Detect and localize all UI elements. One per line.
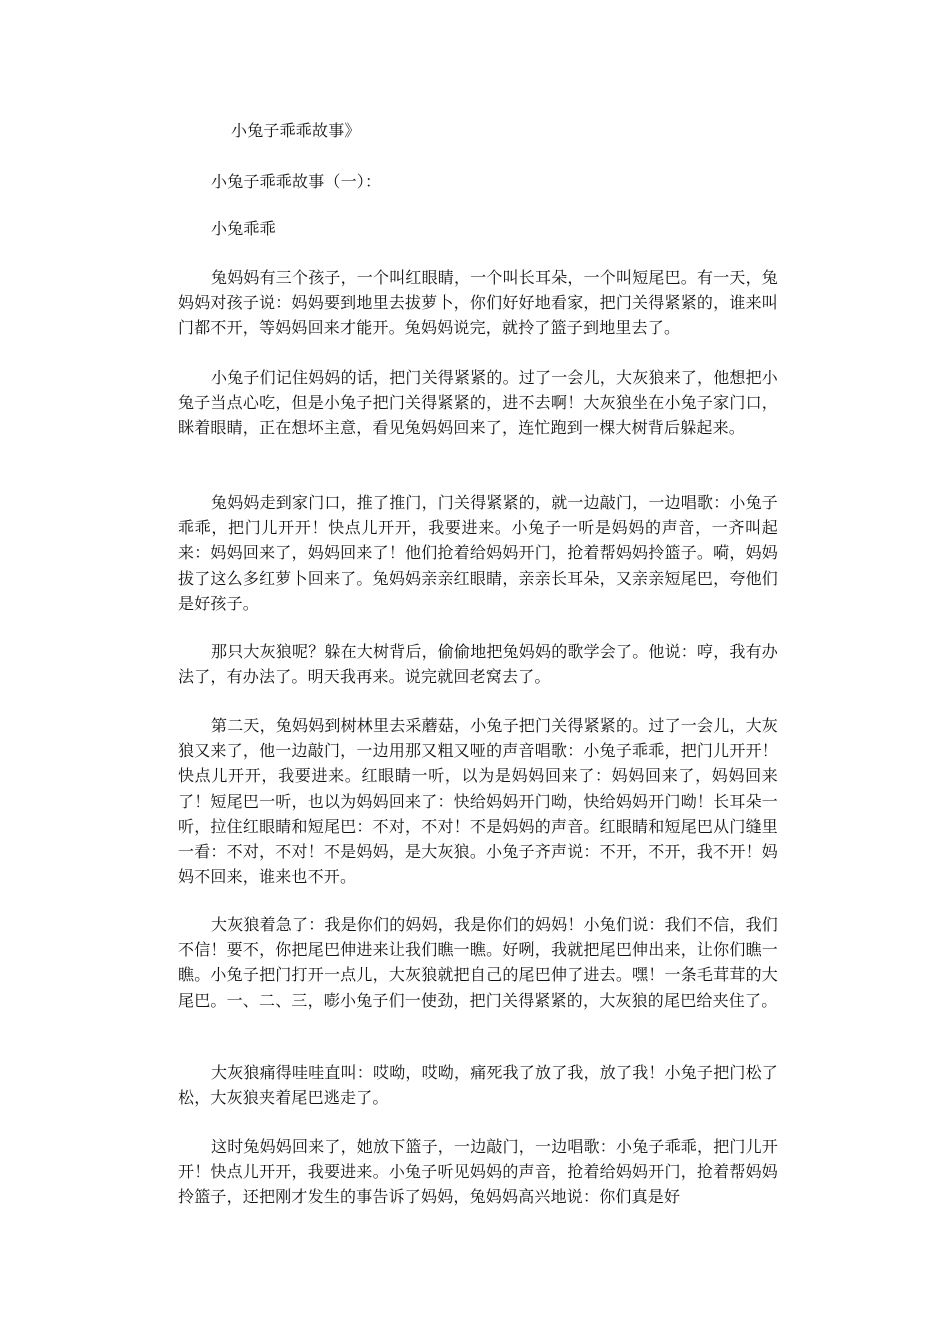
paragraph: 大灰狼着急了：我是你们的妈妈，我是你们的妈妈！小兔们说：我们不信，我们不信！要不，你把尾巴伸进来让我们瞧一瞧。好咧，我就把尾巴伸出来，让你们瞧一瞧。小兔子把门打开一点儿，大灰狼就把自己的尾巴伸了进去。嘿！一条毛茸茸的大尾巴。一、二、三，嘭小兔子们一使劲，把门关得紧紧的，大灰狼的尾巴给夹住了。	[178, 915, 779, 1010]
document-title: 小兔子乖乖故事》	[231, 121, 361, 140]
paragraph: 大灰狼痛得哇哇直叫：哎呦，哎呦，痛死我了放了我，放了我！小兔子把门松了松，大灰狼夹着尾巴逃走了。	[178, 1063, 779, 1108]
paragraph: 小兔子们记住妈妈的话，把门关得紧紧的。过了一会儿，大灰狼来了，他想把小兔子当点心吃，但是小兔子把门关得紧紧的，进不去啊！大灰狼坐在小兔子家门口，眯着眼睛，正在想坏主意，看见兔妈妈回来了，连忙跑到一棵大树背后躲起来。	[178, 368, 779, 438]
story-title: 小兔乖乖	[211, 219, 276, 238]
paragraph: 兔妈妈走到家门口，推了推门，门关得紧紧的，就一边敲门，一边唱歌：小兔子乖乖，把门儿开开！快点儿开开，我要进来。小兔子一听是妈妈的声音，一齐叫起来：妈妈回来了，妈妈回来了！他们抢着给妈妈开门，抢着帮妈妈拎篮子。嗬，妈妈拔了这么多红萝卜回来了。兔妈妈亲亲红眼睛，亲亲长耳朵，又亲亲短尾巴，夸他们是好孩子。	[178, 493, 779, 613]
section-heading: 小兔子乖乖故事（一）：	[211, 172, 382, 191]
paragraph: 那只大灰狼呢？躲在大树背后，偷偷地把兔妈妈的歌学会了。他说：哼，我有办法了，有办法了。明天我再来。说完就回老窝去了。	[178, 642, 779, 687]
paragraph: 兔妈妈有三个孩子，一个叫红眼睛，一个叫长耳朵，一个叫短尾巴。有一天，兔妈妈对孩子说：妈妈要到地里去拔萝卜，你们好好地看家，把门关得紧紧的，谁来叫门都不开，等妈妈回来才能开。兔妈妈说完，就拎了篮子到地里去了。	[178, 268, 779, 338]
paragraph: 这时兔妈妈回来了，她放下篮子，一边敲门，一边唱歌：小兔子乖乖，把门儿开开！快点儿开开，我要进来。小兔子听见妈妈的声音，抢着给妈妈开门，抢着帮妈妈拎篮子，还把刚才发生的事告诉了妈妈，兔妈妈高兴地说：你们真是好	[178, 1137, 778, 1207]
paragraph: 第二天，兔妈妈到树林里去采蘑菇，小兔子把门关得紧紧的。过了一会儿，大灰狼又来了，他一边敲门，一边用那又粗又哑的声音唱歌：小兔子乖乖，把门儿开开！快点儿开开，我要进来。红眼睛一听，以为是妈妈回来了：妈妈回来了，妈妈回来了！短尾巴一听，也以为妈妈回来了：快给妈妈开门呦，快给妈妈开门呦！长耳朵一听，拉住红眼睛和短尾巴：不对，不对！不是妈妈的声音。红眼睛和短尾巴从门缝里一看：不对，不对！不是妈妈，是大灰狼。小兔子齐声说：不开，不开，我不开！妈妈不回来，谁来也不开。	[178, 716, 779, 887]
